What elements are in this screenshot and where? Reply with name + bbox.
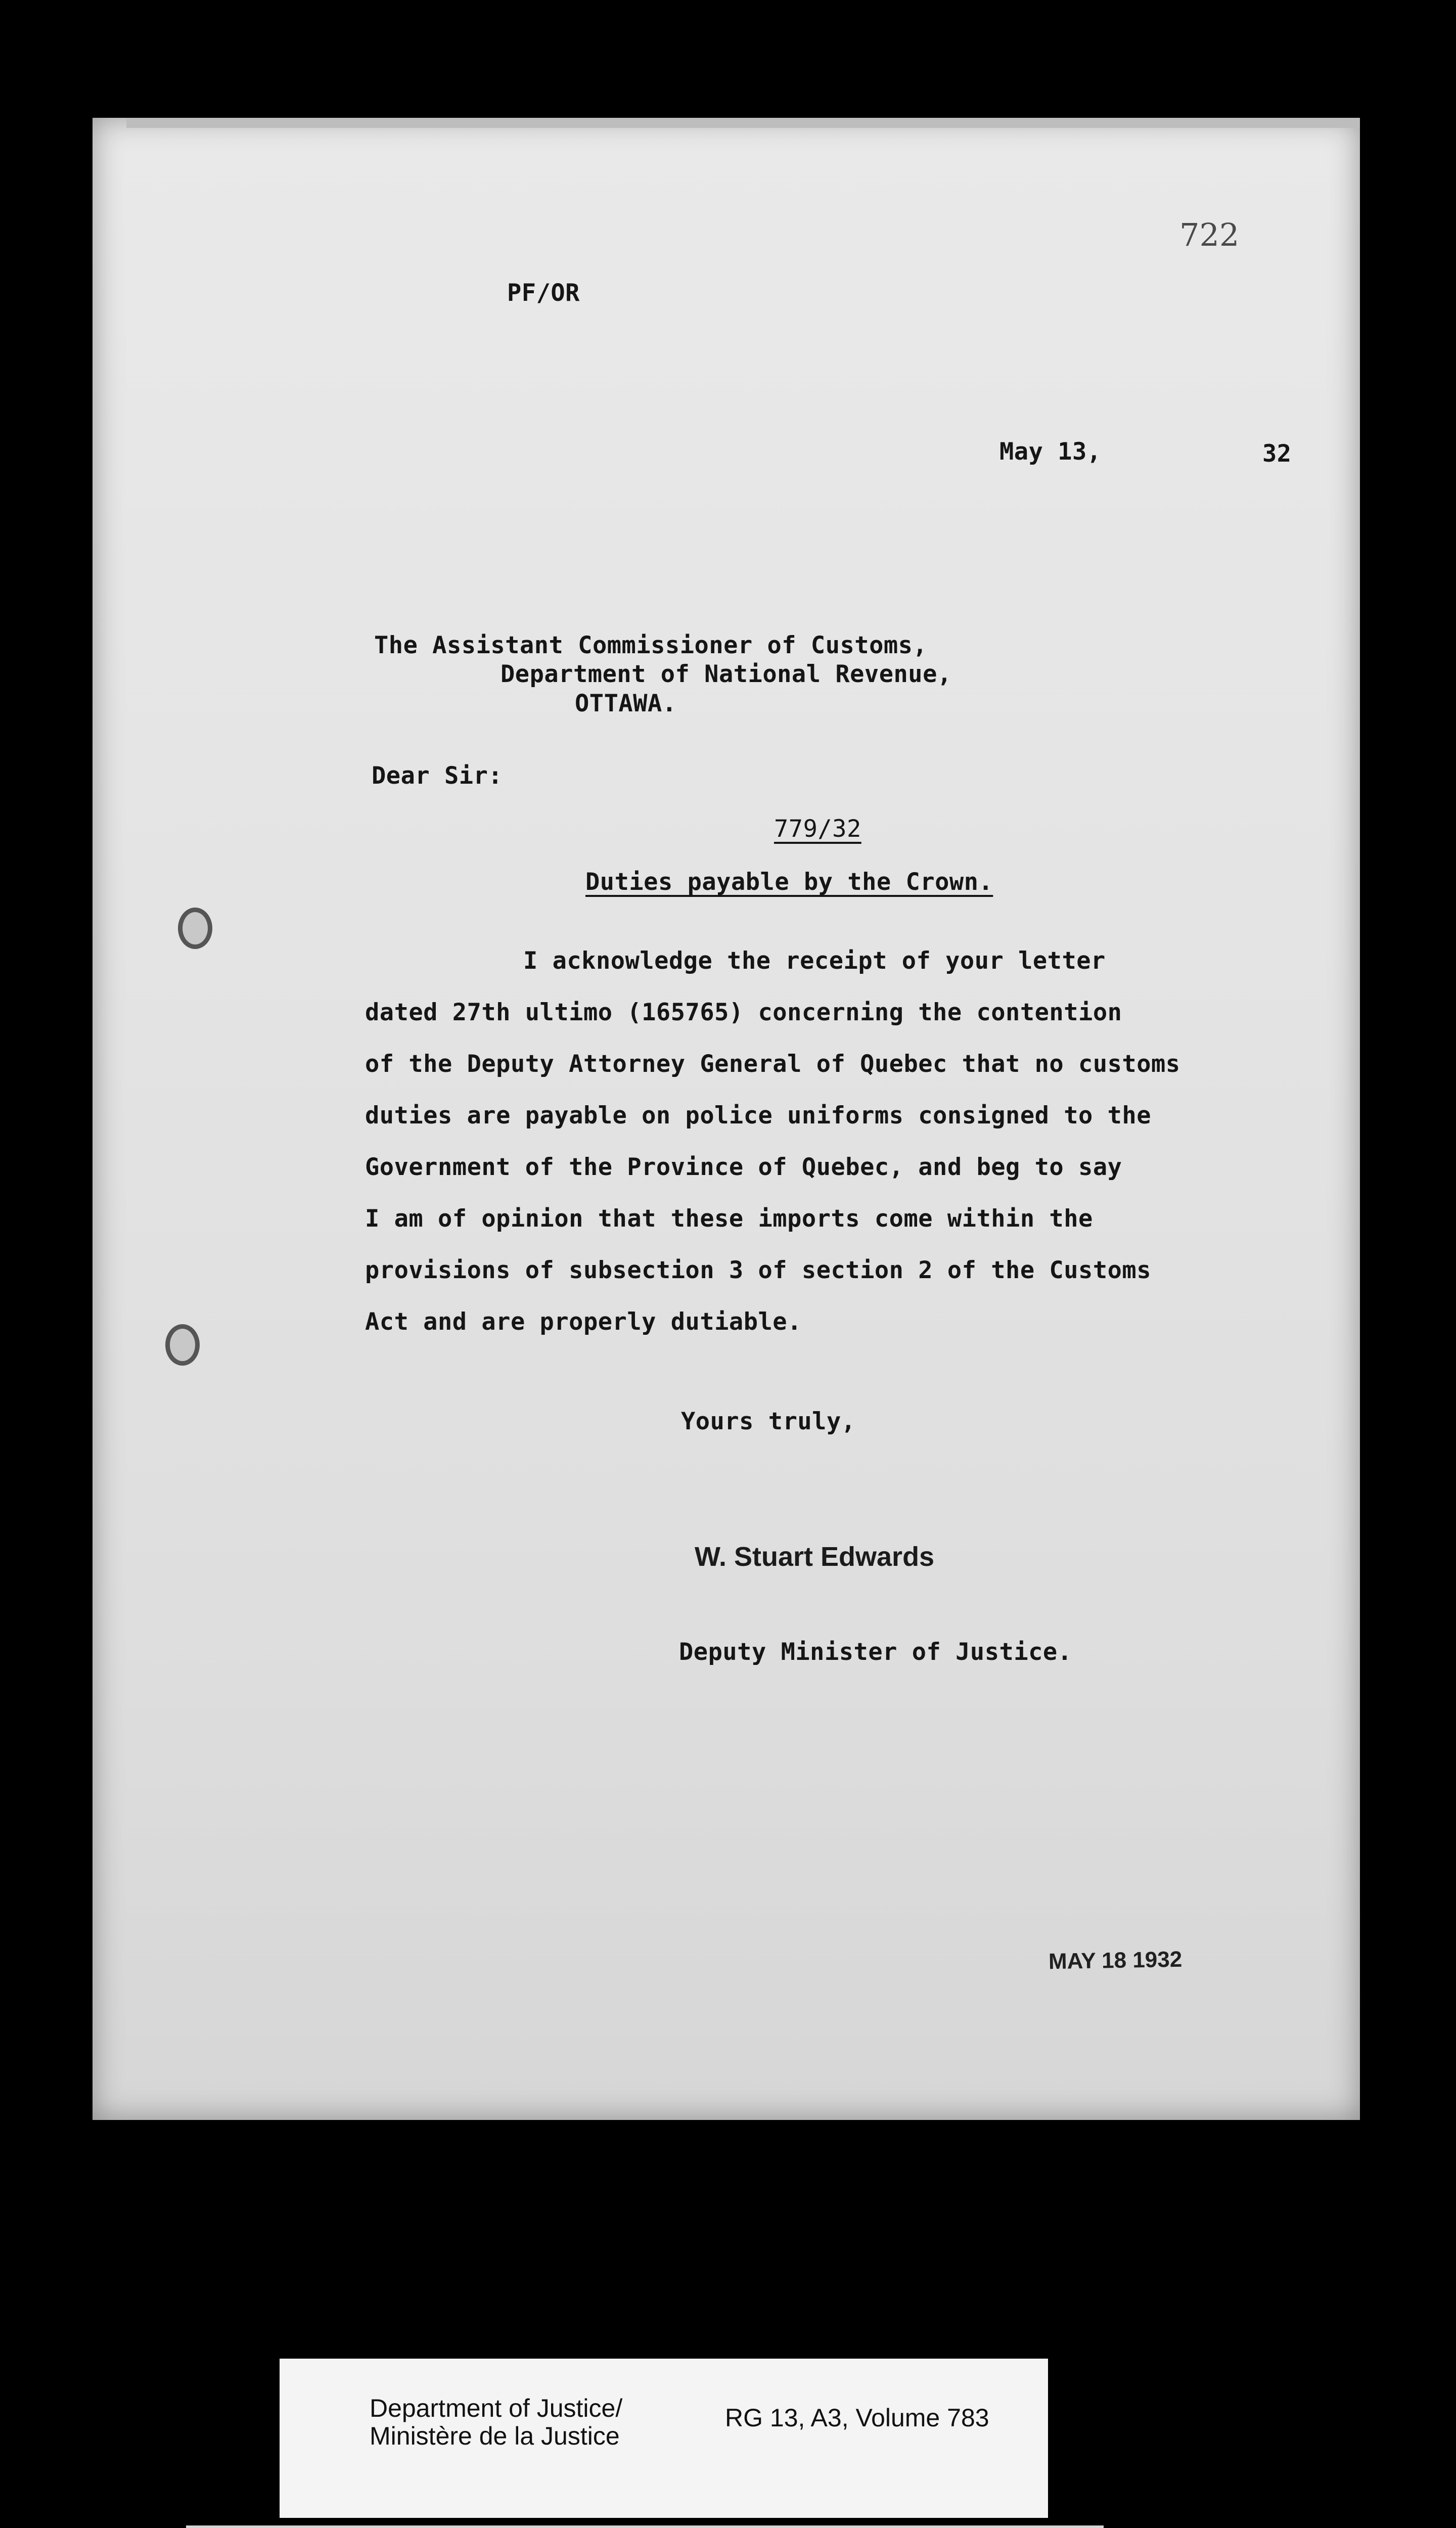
department-french: Ministère de la Justice [370,2422,620,2450]
punch-hole [165,1324,200,1366]
body-line: dated 27th ultimo (165765) concerning the contention [365,999,1122,1026]
punch-hole [178,908,212,949]
body-line: I acknowledge the receipt of your letter [523,947,1106,975]
letter-year: 32 [1262,440,1292,468]
closing: Yours truly, [681,1408,856,1435]
addressee-line: Department of National Revenue, [500,660,952,688]
subject-line: Duties payable by the Crown. [585,868,993,896]
received-date-stamp: MAY 18 1932 [1048,1947,1182,1974]
body-line: I am of opinion that these imports come within the [365,1205,1093,1233]
letter-top-edge [126,118,1360,128]
archives-label-plate [186,2525,1104,2528]
record-group-reference: RG 13, A3, Volume 783 [725,2404,989,2432]
body-line: Government of the Province of Quebec, and beg to say [365,1153,1122,1181]
letter-date: May 13, [999,438,1102,466]
signatory-title: Deputy Minister of Justice. [679,1638,1072,1666]
salutation: Dear Sir: [372,762,503,790]
addressee-line: OTTAWA. [575,690,677,717]
file-number: 779/32 [774,815,861,843]
signature: W. Stuart Edwards [695,1542,935,1572]
page-number: 722 [1179,216,1240,253]
body-line: duties are payable on police uniforms consigned to the [365,1102,1152,1130]
department-english: Department of Justice/ [370,2394,623,2422]
reference-initials: PF/OR [507,279,580,307]
body-line: of the Deputy Attorney General of Quebec that no customs [365,1050,1180,1078]
body-line: provisions of subsection 3 of section 2 of the Customs [365,1256,1152,1284]
addressee-line: The Assistant Commissioner of Customs, [374,631,928,659]
reference-card [280,2359,1048,2518]
body-line: Act and are properly dutiable. [365,1308,802,1336]
